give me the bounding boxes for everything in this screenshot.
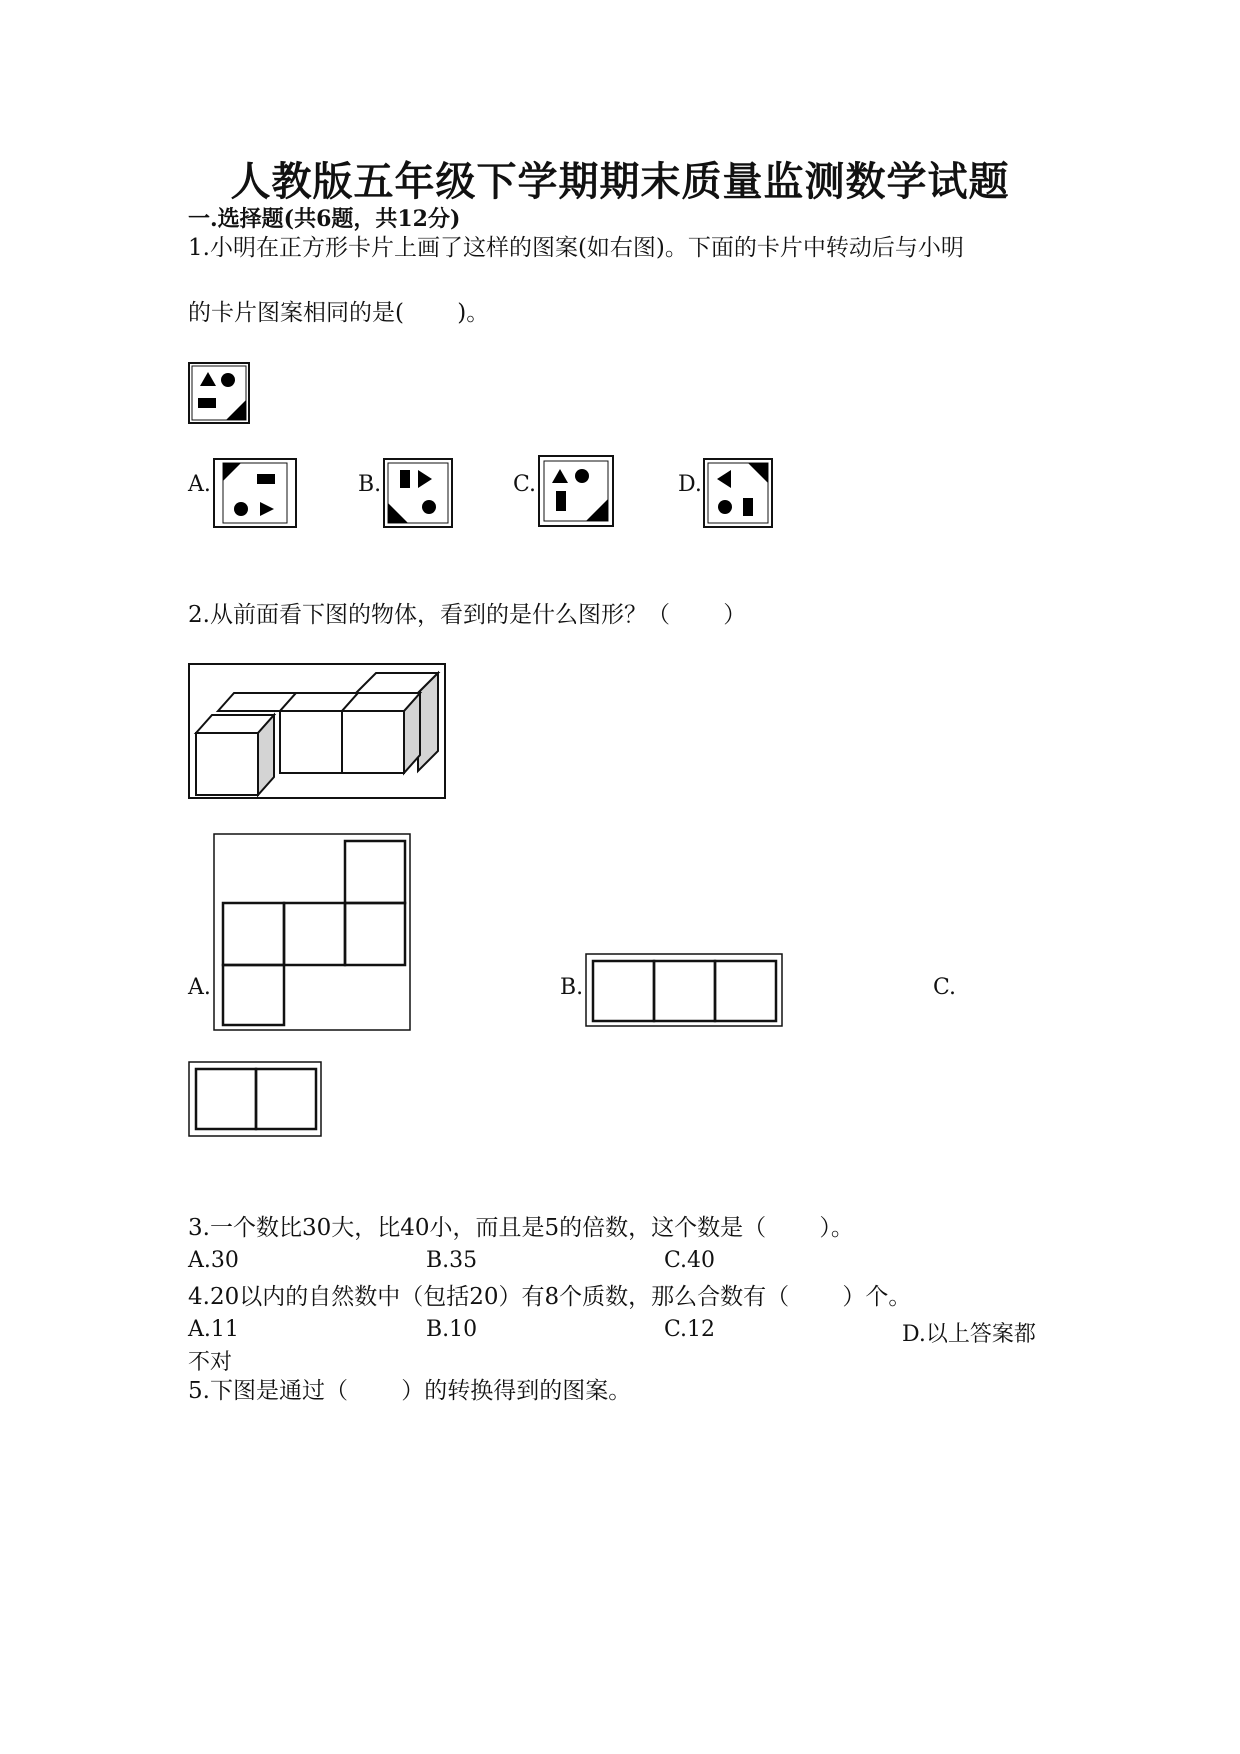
question-4-option-d[interactable]: D.以上答案都 bbox=[902, 1322, 1036, 1347]
question-3-option-c[interactable]: C.40 bbox=[664, 1248, 716, 1273]
question-1-line-2: 的卡片图案相同的是( )。 bbox=[188, 300, 490, 326]
cubes-object-figure bbox=[188, 663, 446, 799]
option-a-card-figure bbox=[213, 458, 297, 528]
question-5-text: 5.下图是通过（ ）的转换得到的图案。 bbox=[188, 1378, 632, 1404]
question-1-option-b[interactable]: B. bbox=[358, 472, 382, 497]
question-4-option-a[interactable]: A.11 bbox=[188, 1317, 239, 1342]
question-1-option-c[interactable]: C. bbox=[513, 472, 537, 497]
option-b-card-figure bbox=[383, 458, 453, 528]
question-2-option-c[interactable]: C. bbox=[933, 975, 957, 1000]
question-2-text: 2.从前面看下图的物体，看到的是什么图形？（ ） bbox=[188, 602, 747, 628]
question-4-option-d-continued: 不对 bbox=[188, 1350, 233, 1375]
question-3-option-b[interactable]: B.35 bbox=[426, 1248, 478, 1273]
question-2-option-b[interactable]: B. bbox=[560, 975, 584, 1000]
question-1-option-a[interactable]: A. bbox=[188, 472, 211, 497]
option-a-front-view-figure bbox=[213, 833, 411, 1031]
question-4-option-c[interactable]: C.12 bbox=[664, 1317, 716, 1342]
question-3-option-a[interactable]: A.30 bbox=[188, 1248, 239, 1273]
option-b-front-view-figure bbox=[585, 953, 783, 1027]
page-title: 人教版五年级下学期期末质量监测数学试题 bbox=[230, 158, 1010, 205]
question-4-option-b[interactable]: B.10 bbox=[426, 1317, 478, 1342]
reference-card-figure bbox=[188, 362, 250, 424]
option-d-card-figure bbox=[703, 458, 773, 528]
question-1-option-d[interactable]: D. bbox=[678, 472, 702, 497]
question-1-line-1: 1.小明在正方形卡片上画了这样的图案(如右图)。下面的卡片中转动后与小明 bbox=[188, 235, 964, 261]
question-3-text: 3.一个数比30大，比40小，而且是5的倍数，这个数是（ ）。 bbox=[188, 1215, 854, 1241]
question-4-text: 4.20以内的自然数中（包括20）有8个质数，那么合数有（ ）个。 bbox=[188, 1284, 912, 1310]
option-c-card-figure bbox=[538, 455, 614, 527]
option-c-front-view-figure bbox=[188, 1061, 322, 1137]
section-heading: 一.选择题(共6题，共12分) bbox=[188, 206, 461, 232]
question-2-option-a[interactable]: A. bbox=[188, 975, 211, 1000]
